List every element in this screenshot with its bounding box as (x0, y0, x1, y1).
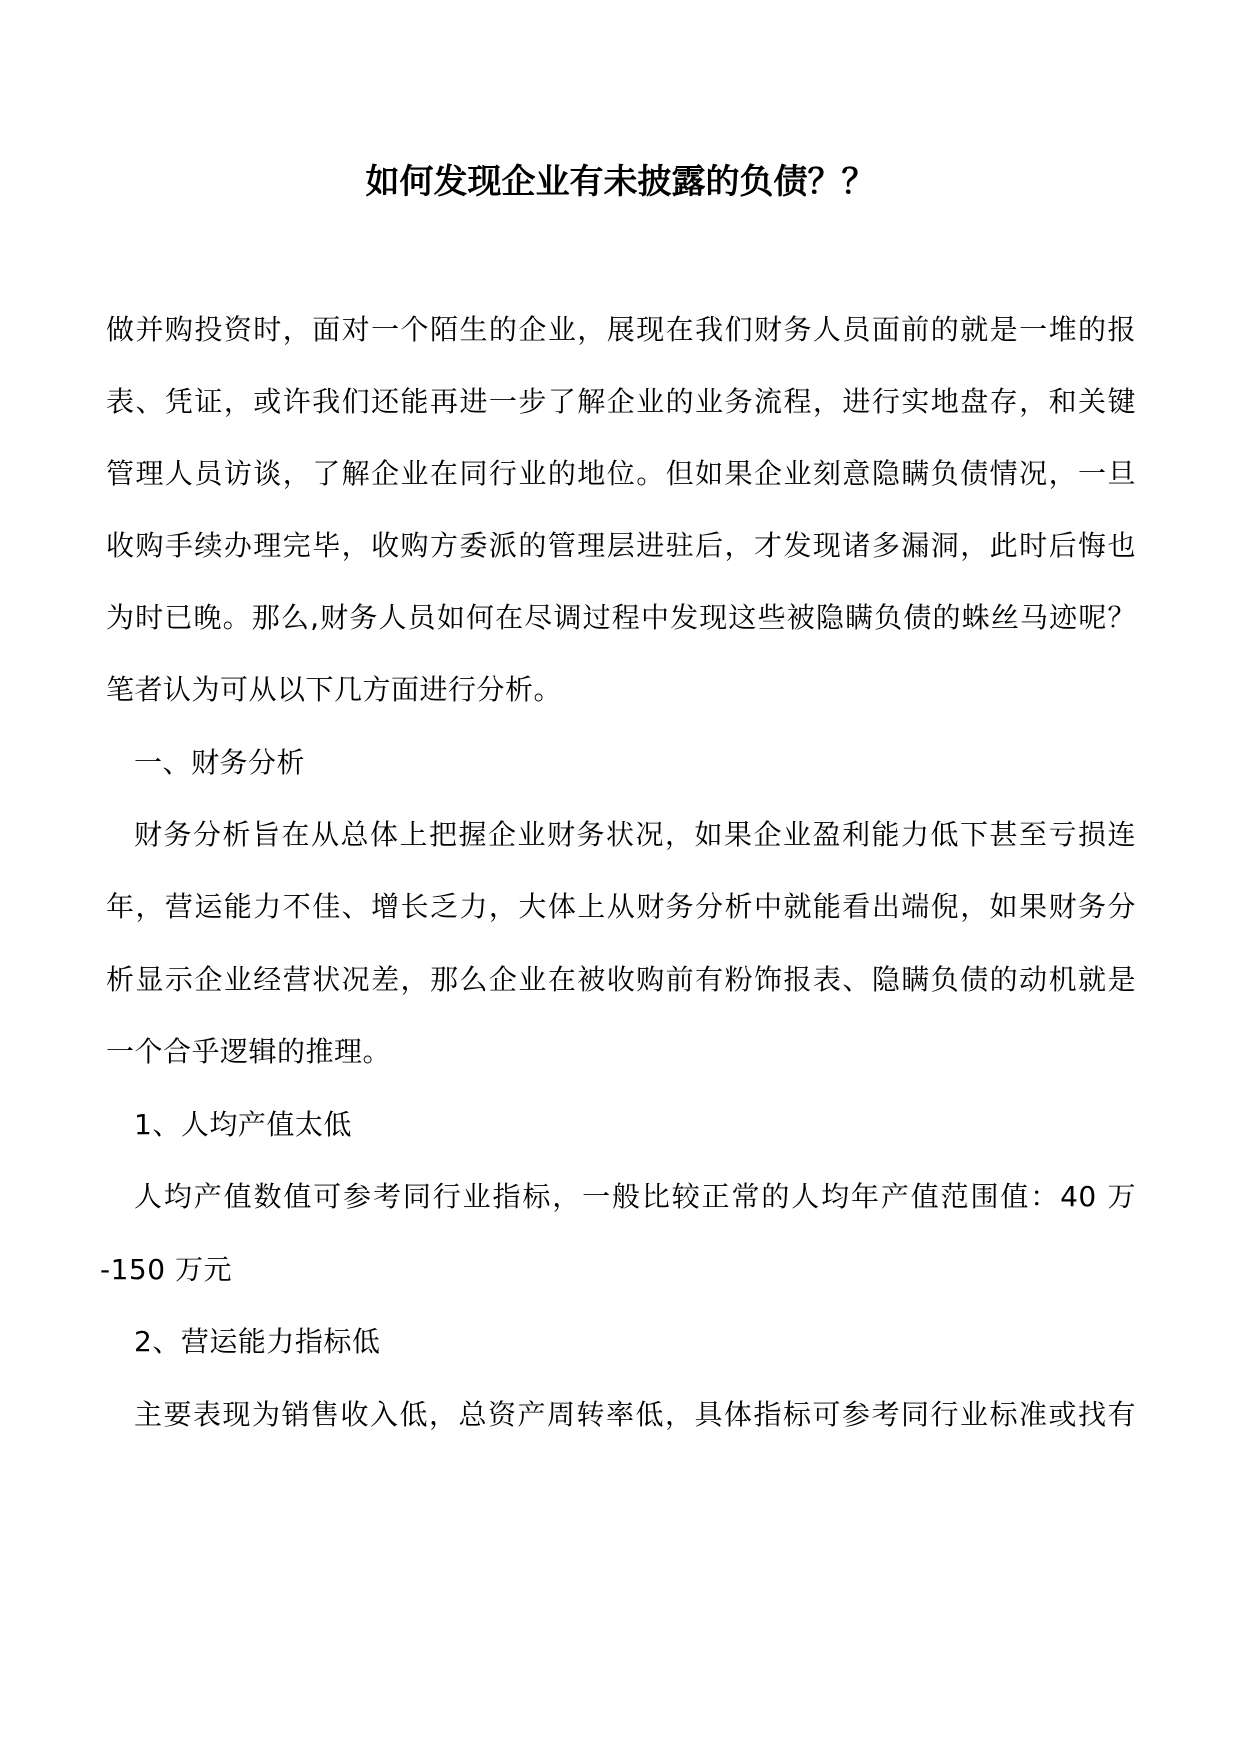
subsection-heading: 1、人均产值太低 (134, 1108, 352, 1141)
paragraph-line: 析显示企业经营状况差，那么企业在被收购前有粉饰报表、隐瞒负债的动机就是 (106, 963, 1136, 996)
paragraph-line: 主要表现为销售收入低，总资产周转率低，具体指标可参考同行业标准或找有 (134, 1398, 1136, 1431)
document-title: 如何发现企业有未披露的负债？？ (365, 162, 876, 202)
subsection-heading: 2、营运能力指标低 (134, 1325, 381, 1358)
section-heading: 一、财务分析 (134, 746, 306, 779)
paragraph-line: 管理人员访谈，了解企业在同行业的地位。但如果企业刻意隐瞒负债情况，一旦 (106, 457, 1136, 490)
paragraph-line: 人均产值数值可参考同行业指标，一般比较正常的人均年产值范围值：40 万 (134, 1180, 1136, 1213)
paragraph-line: 表、凭证，或许我们还能再进一步了解企业的业务流程，进行实地盘存，和关键 (106, 385, 1136, 418)
paragraph-line: 做并购投资时，面对一个陌生的企业，展现在我们财务人员面前的就是一堆的报 (106, 313, 1136, 346)
paragraph-line: 年，营运能力不佳、增长乏力，大体上从财务分析中就能看出端倪，如果财务分 (106, 890, 1136, 923)
paragraph-line: 一个合乎逻辑的推理。 (106, 1035, 392, 1068)
paragraph-line: 收购手续办理完毕，收购方委派的管理层进驻后，才发现诸多漏洞，此时后悔也 (106, 529, 1136, 562)
paragraph-line: -150 万元 (100, 1253, 232, 1286)
paragraph-line: 笔者认为可从以下几方面进行分析。 (106, 673, 563, 706)
paragraph-line: 为时已晚。那么,财务人员如何在尽调过程中发现这些被隐瞒负债的蛛丝马迹呢？ (106, 601, 1136, 634)
paragraph-line: 财务分析旨在从总体上把握企业财务状况，如果企业盈利能力低下甚至亏损连 (134, 818, 1136, 851)
